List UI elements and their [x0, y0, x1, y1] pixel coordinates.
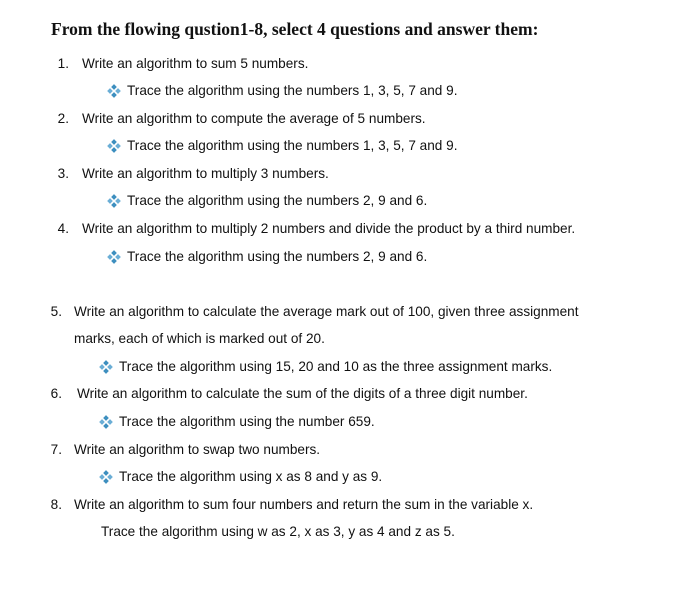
question-text: Write an algorithm to calculate the average mark out of 100, given three assignment — [74, 304, 579, 319]
diamond-bullet-icon — [100, 361, 112, 373]
diamond-bullet-icon — [100, 471, 112, 483]
trace-text: Trace the algorithm using 15, 20 and 10 as the three assignment marks. — [119, 359, 553, 374]
trace-text: Trace the algorithm using w as 2, x as 3, y as 4 and z as 5. — [101, 524, 455, 539]
question-number: 1. — [57, 56, 69, 71]
trace-text: Trace the algorithm using the numbers 1, 3, 5, 7 and 9. — [127, 138, 458, 153]
question-number: 4. — [57, 221, 69, 236]
diamond-bullet-icon — [108, 195, 120, 207]
question-text: Write an algorithm to swap two numbers. — [74, 442, 321, 457]
trace-text: Trace the algorithm using the numbers 2, 9 and 6. — [127, 193, 428, 208]
diamond-bullet-icon — [100, 416, 112, 428]
trace-text: Trace the algorithm using the number 659. — [119, 414, 375, 429]
trace-text: Trace the algorithm using the numbers 2, 9 and 6. — [127, 249, 428, 264]
question-text: Write an algorithm to multiply 3 numbers. — [82, 166, 329, 181]
trace-text: Trace the algorithm using the numbers 1, 3, 5, 7 and 9. — [127, 83, 458, 98]
page-title: From the flowing qustion1-8, select 4 questions and answer them: — [51, 19, 539, 39]
question-number: 7. — [50, 442, 62, 457]
question-text-continued: marks, each of which is marked out of 20. — [74, 331, 325, 346]
question-text: Write an algorithm to sum four numbers and return the sum in the variable x. — [74, 497, 534, 512]
question-number: 2. — [57, 111, 69, 126]
diamond-bullet-icon — [108, 85, 120, 97]
question-text: Write an algorithm to calculate the sum of the digits of a three digit number. — [77, 386, 528, 401]
question-number: 8. — [50, 497, 62, 512]
diamond-bullet-icon — [108, 251, 120, 263]
question-text: Write an algorithm to sum 5 numbers. — [82, 56, 309, 71]
question-text: Write an algorithm to compute the average of 5 numbers. — [82, 111, 426, 126]
question-number: 5. — [50, 304, 62, 319]
question-text: Write an algorithm to multiply 2 numbers and divide the product by a third number. — [82, 221, 576, 236]
trace-text: Trace the algorithm using x as 8 and y as 9. — [119, 469, 383, 484]
diamond-bullet-icon — [108, 140, 120, 152]
question-number: 6. — [50, 386, 62, 401]
question-number: 3. — [57, 166, 69, 181]
